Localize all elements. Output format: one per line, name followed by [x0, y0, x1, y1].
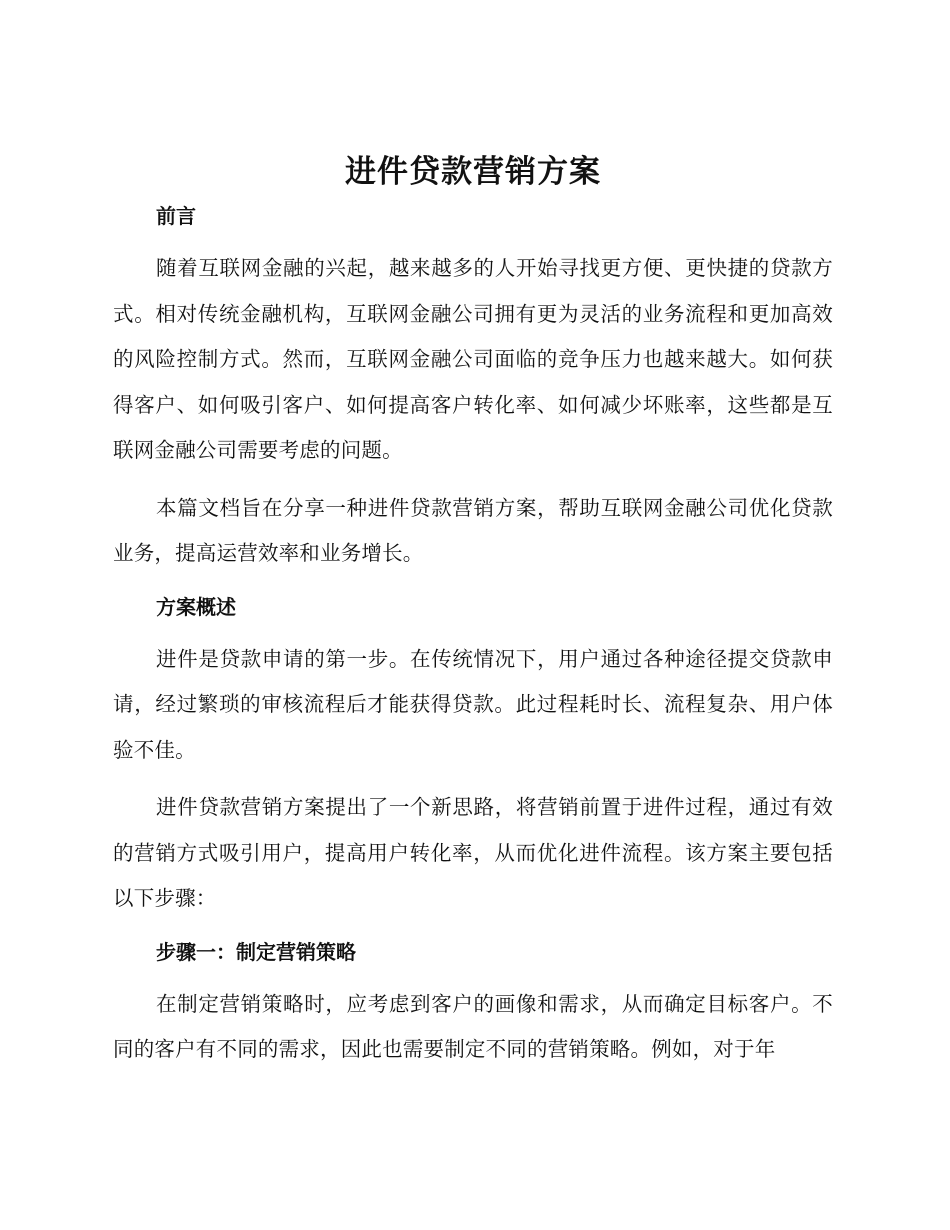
document-title: 进件贷款营销方案 — [345, 154, 601, 190]
section-heading-step-one: 步骤一：制定营销策略 — [156, 939, 356, 964]
section-heading-preface: 前言 — [156, 204, 196, 228]
paragraph: 进件贷款营销方案提出了一个新思路，将营销前置于进件过程，通过有效的营销方式吸引用户，提高用户转化率，从而优化进件流程。该方案主要包括以下步骤： — [113, 795, 833, 910]
paragraph: 进件是贷款申请的第一步。在传统情况下，用户通过各种途径提交贷款申请，经过繁琐的审核流程后才能获得贷款。此过程耗时长、流程复杂、用户体验不佳。 — [113, 646, 833, 762]
document-body — [113, 150, 833, 1085]
paragraph: 本篇文档旨在分享一种进件贷款营销方案，帮助互联网金融公司优化贷款业务，提高运营效率和业务增长。 — [113, 495, 833, 565]
paragraph: 随着互联网金融的兴起，越来越多的人开始寻找更方便、更快捷的贷款方式。相对传统金融机构，互联网金融公司拥有更为灵活的业务流程和更加高效的风险控制方式。然而，互联网金融公司面临的竞争压力也越来越大。如何获得客户、如何吸引客户、如何提高客户转化率、如何减少坏账率，这些都是互联网金融公司需要考虑的问题。 — [113, 256, 833, 462]
paragraph: 在制定营销策略时，应考虑到客户的画像和需求，从而确定目标客户。不同的客户有不同的需求，因此也需要制定不同的营销策略。例如，对于年 — [113, 991, 833, 1061]
section-heading-overview: 方案概述 — [156, 594, 236, 619]
